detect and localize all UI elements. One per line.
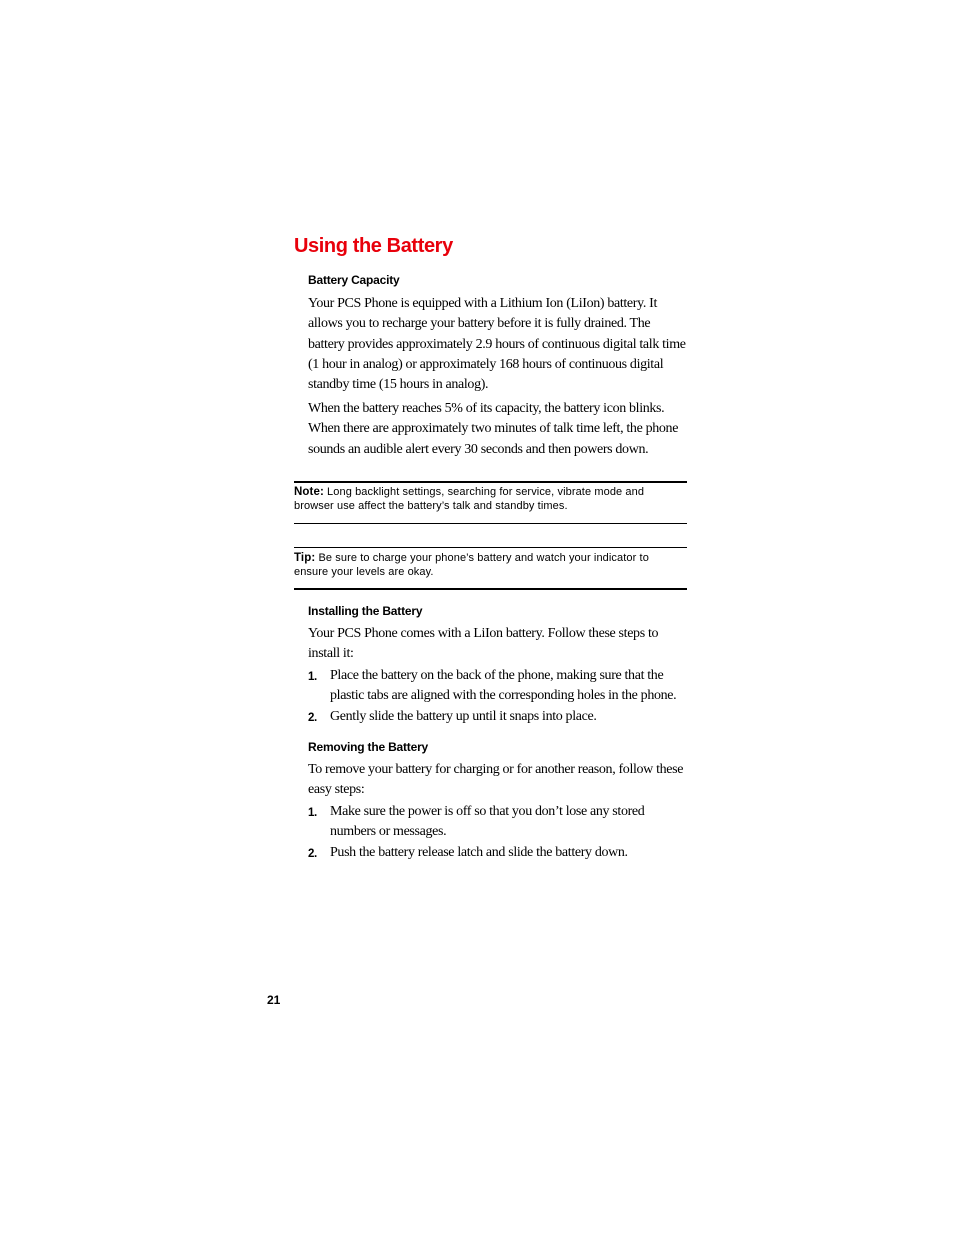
- battery-warning-paragraph: When the battery reaches 5% of its capacity, the battery icon blinks. When there are approximately two minutes of talk time left, the phone sounds an audible alert every 30 seconds and then powers down.: [308, 401, 679, 457]
- remove-step: [308, 802, 688, 843]
- note-top-rule: [294, 481, 687, 483]
- step-text: Make sure the power is off so that you don’t lose any stored numbers or messages.: [330, 804, 645, 840]
- page-title: Using the Battery: [294, 235, 453, 257]
- step-text: Push the battery release latch and slide the battery down.: [330, 845, 628, 860]
- step-text: Place the battery on the back of the phone, making sure that the plastic tabs are aligned with the corresponding holes in the phone.: [330, 668, 677, 704]
- section-heading-battery-capacity: Battery Capacity: [308, 273, 400, 287]
- step-number: 1.: [308, 807, 317, 819]
- note-label: Note:: [294, 486, 324, 498]
- note-callout: [294, 485, 686, 513]
- remove-step: [308, 843, 688, 863]
- removing-intro: To remove your battery for charging or for another reason, follow these easy steps:: [308, 762, 684, 798]
- section-heading-installing: Installing the Battery: [308, 604, 423, 618]
- step-number: 1.: [308, 671, 317, 683]
- tip-callout: [294, 551, 686, 579]
- note-bottom-rule: [294, 523, 687, 524]
- step-text: Gently slide the battery up until it snaps into place.: [330, 709, 597, 724]
- battery-capacity-paragraph: Your PCS Phone is equipped with a Lithium Ion (LiIon) battery. It allows you to recharge your battery before it is fully drained. The battery provides approximately 2.9 hours of continuous digital talk time (1 hour in analog) or approximately 168 hours of continuous digital standby time (15 hours in analog).: [308, 296, 686, 393]
- tip-label: Tip:: [294, 552, 316, 564]
- section-heading-removing: Removing the Battery: [308, 740, 429, 754]
- install-step: [308, 707, 688, 727]
- page-number: 21: [267, 993, 281, 1007]
- step-number: 2.: [308, 712, 317, 724]
- tip-bottom-rule: [294, 588, 687, 590]
- tip-text: Be sure to charge your phone’s battery and watch your indicator to ensure your levels are okay.: [294, 552, 649, 578]
- step-number: 2.: [308, 848, 317, 860]
- tip-top-rule: [294, 547, 687, 548]
- note-text: Long backlight settings, searching for service, vibrate mode and browser use affect the battery’s talk and standby times.: [294, 486, 645, 512]
- installing-intro: Your PCS Phone comes with a LiIon battery. Follow these steps to install it:: [308, 626, 659, 662]
- install-step: [308, 666, 688, 707]
